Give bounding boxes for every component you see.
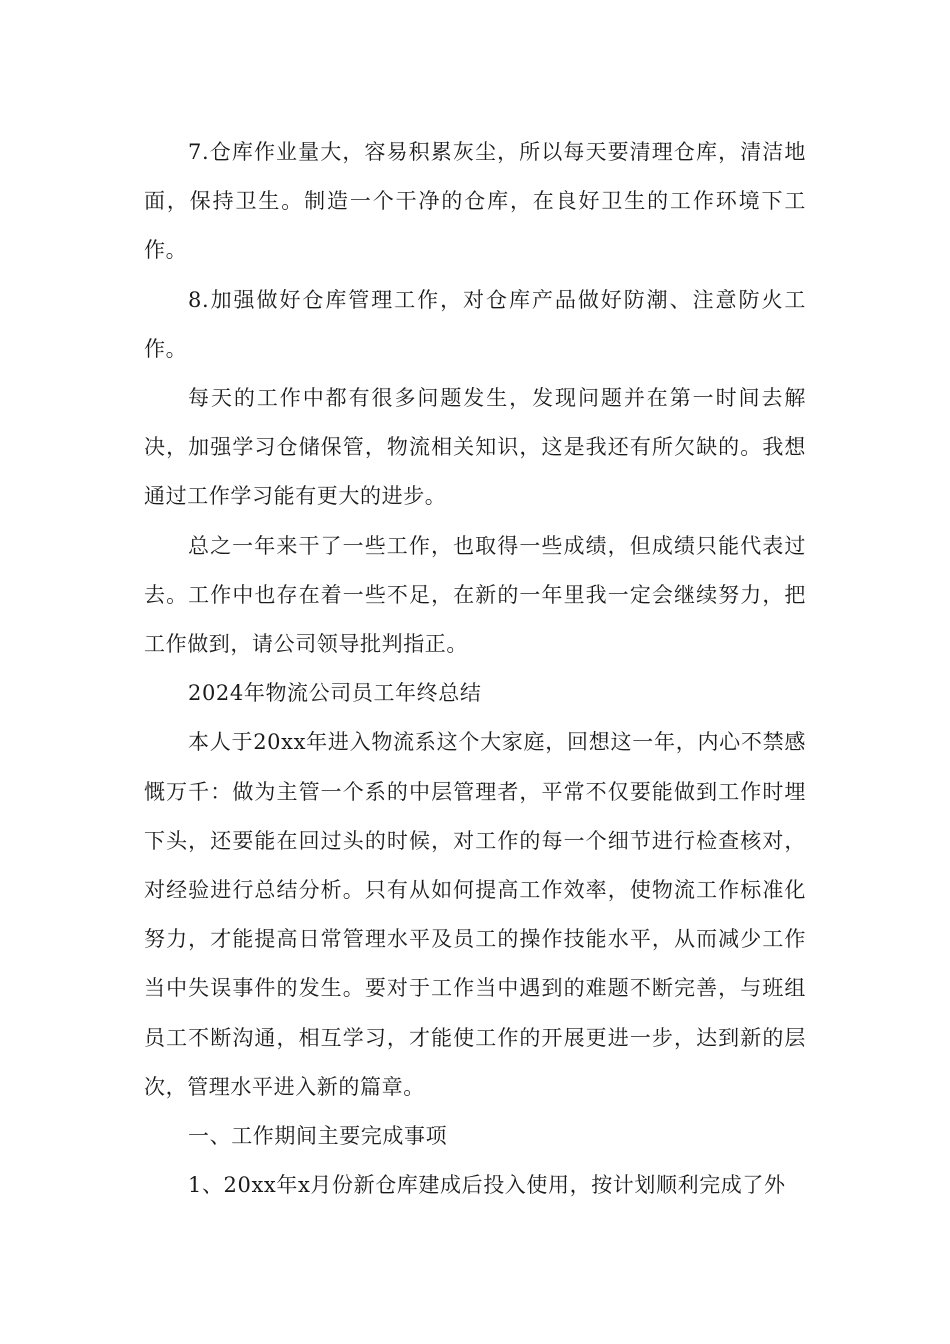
section-heading-completed-items: 一、工作期间主要完成事项 (188, 1124, 448, 1149)
paragraph-daily-problems: 每天的工作中都有很多问题发生，发现问题并在第一时间去解决，加强学习仓储保管，物流相关知识，这是我还有所欠缺的。我想通过工作学习能有更大的进步。 (144, 386, 806, 509)
paragraph-item-8-warehouse-management: 8.加强做好仓库管理工作，对仓库产品做好防潮、注意防火工作。 (144, 287, 806, 361)
paragraph-summary-conclusion: 总之一年来干了一些工作，也取得一些成绩，但成绩只能代表过去。工作中也存在着一些不足，在新的一年里我一定会继续努力，把工作做到，请公司领导批判指正。 (144, 533, 806, 657)
paragraph-item-1-new-warehouse: 1、20xx年x月份新仓库建成后投入使用，按计划顺利完成了外 (188, 1173, 786, 1198)
paragraph-item-7-warehouse-cleaning: 7.仓库作业量大，容易积累灰尘，所以每天要清理仓库，清洁地面，保持卫生。制造一个干净的仓库，在良好卫生的工作环境下工作。 (144, 140, 806, 263)
section-title: 2024年物流公司员工年终总结 (188, 681, 482, 706)
paragraph-introduction: 本人于20xx年进入物流系这个大家庭，回想这一年，内心不禁感慨万千：做为主管一个系的中层管理者，平常不仅要能做到工作时埋下头，还要能在回过头的时候，对工作的每一个细节进行检查核对，对经验进行总结分析。只有从如何提高工作效率，使物流工作标准化努力，才能提高日常管理水平及员工的操作技能水平，从而减少工作当中失误事件的发生。要对于工作当中遇到的难题不断完善，与班组员工不断沟通，相互学习，才能使工作的开展更进一步，达到新的层次，管理水平进入新的篇章。 (144, 730, 806, 1099)
document-body (144, 128, 806, 1210)
